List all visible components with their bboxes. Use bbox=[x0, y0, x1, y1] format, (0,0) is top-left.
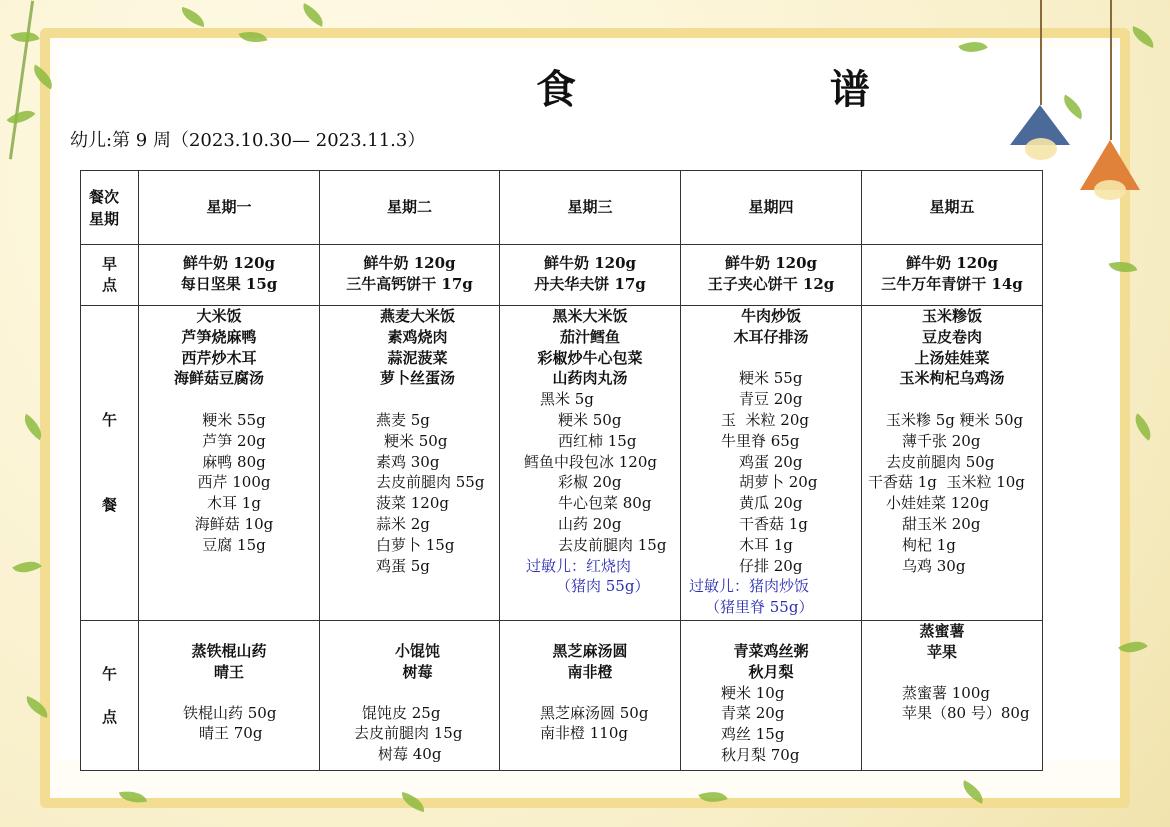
snack-cell-tue bbox=[320, 621, 500, 771]
dish-name: 海鲜菇豆腐汤 bbox=[173, 369, 264, 388]
breakfast-label bbox=[81, 245, 139, 306]
dish-name: 蒜泥菠菜 bbox=[387, 348, 448, 367]
ingredient: 黑芝麻汤圆 50g bbox=[540, 703, 649, 722]
dish-name: 苹果 bbox=[926, 642, 957, 661]
ingredient: 木耳 1g bbox=[207, 494, 261, 513]
ingredient: 薄千张 20g bbox=[902, 431, 981, 450]
ingredient: 鸡蛋 5g bbox=[376, 556, 430, 575]
ingredient: 白萝卜 15g bbox=[376, 535, 455, 554]
breakfast-item: 每日坚果 15g bbox=[180, 274, 278, 293]
ingredient: 芦笋 20g bbox=[202, 431, 266, 450]
row-label-top: 早 bbox=[101, 255, 117, 274]
dish-name: 玉米糁饭 bbox=[921, 307, 982, 325]
dish-name: 小馄饨 bbox=[394, 642, 440, 660]
breakfast-cell bbox=[139, 245, 320, 306]
ingredient: 牛心包菜 80g bbox=[558, 494, 652, 513]
ingredient: 山药 20g bbox=[558, 514, 622, 533]
menu-table bbox=[80, 170, 1043, 771]
ingredient: 青菜 20g bbox=[721, 704, 785, 723]
ingredient bbox=[149, 389, 319, 410]
ingredient: 青豆 20g bbox=[739, 390, 803, 409]
ingredient: 枸杞 1g bbox=[902, 535, 956, 554]
breakfast-cell bbox=[681, 245, 862, 306]
snack-cell-wed bbox=[500, 621, 681, 771]
ingredient: 木耳 1g bbox=[739, 535, 793, 554]
breakfast-item: 三牛高钙饼干 17g bbox=[346, 274, 473, 293]
ingredient: 海鲜菇 10g bbox=[194, 514, 274, 533]
lamp-light-icon bbox=[1025, 138, 1057, 160]
breakfast-item: 鲜牛奶 120g bbox=[182, 254, 276, 272]
breakfast-item: 鲜牛奶 120g bbox=[724, 254, 818, 272]
ingredient: 西芹 100g bbox=[197, 473, 271, 492]
ingredient: 粳米 55g bbox=[202, 410, 266, 429]
breakfast-item: 三牛万年青饼干 14g bbox=[881, 274, 1023, 293]
ingredient: 鸡丝 15g bbox=[721, 725, 785, 744]
breakfast-item: 丹夫华夫饼 17g bbox=[534, 274, 646, 293]
ingredient: 铁棍山药 50g bbox=[183, 703, 277, 722]
ingredient: 粳米 50g bbox=[558, 410, 622, 429]
dish-name: 秋月梨 bbox=[748, 662, 794, 681]
ingredient: 粳米 50g bbox=[384, 431, 448, 450]
corner-top-label: 餐次 bbox=[89, 187, 120, 206]
snack-label bbox=[81, 621, 139, 771]
dish-name: 树莓 bbox=[402, 662, 433, 681]
dish-name: 彩椒炒牛心包菜 bbox=[537, 348, 643, 367]
ingredient: 蒜米 2g bbox=[376, 514, 430, 533]
ingredient: 乌鸡 30g bbox=[902, 556, 966, 575]
row-label-bottom: 餐 bbox=[101, 496, 117, 514]
dish-name: 上汤娃娃菜 bbox=[914, 348, 990, 367]
ingredient: 干香菇 1g bbox=[739, 514, 808, 533]
dish-name: 萝卜丝蛋汤 bbox=[379, 369, 455, 388]
ingredient: 豆腐 15g bbox=[202, 535, 266, 554]
lamp-cord bbox=[1110, 0, 1112, 140]
row-label-bottom: 点 bbox=[101, 707, 117, 726]
ingredient: 彩椒 20g bbox=[558, 473, 622, 492]
ingredient: 晴王 70g bbox=[199, 724, 263, 743]
ingredient: 去皮前腿肉 50g bbox=[886, 452, 995, 471]
row-label-top: 午 bbox=[101, 664, 117, 683]
ingredient: 菠菜 120g bbox=[376, 494, 450, 513]
dish-name: 豆皮卷肉 bbox=[921, 327, 982, 346]
lunch-row bbox=[81, 306, 1043, 621]
ingredient: 玉 米粒 20g bbox=[721, 410, 809, 429]
ingredient: 鸡蛋 20g bbox=[739, 452, 803, 471]
allergy-note: （猪里脊 55g） bbox=[705, 598, 814, 617]
dish-name: 蒸铁棍山药 bbox=[191, 642, 267, 660]
dish-name: 芦笋烧麻鸭 bbox=[181, 327, 257, 346]
ingredient: 秋月梨 70g bbox=[721, 745, 800, 764]
snack-cell-mon bbox=[139, 621, 320, 771]
ingredient: 粳米 10g bbox=[721, 683, 785, 702]
snack-cell-thu bbox=[681, 621, 862, 771]
ingredient: 去皮前腿肉 15g bbox=[354, 724, 463, 743]
snack-row bbox=[81, 621, 1043, 771]
dish-name: 牛肉炒饭 bbox=[740, 307, 801, 325]
ingredient: 小娃娃菜 120g bbox=[886, 494, 990, 513]
dish-name: 黑芝麻汤圆 bbox=[552, 642, 628, 660]
dish-name: 青菜鸡丝粥 bbox=[733, 642, 809, 660]
dish-name: 玉米枸杞乌鸡汤 bbox=[899, 369, 1005, 388]
page-title: 食 谱 bbox=[536, 66, 990, 113]
ingredient: 馄饨皮 25g bbox=[362, 703, 441, 722]
lunch-cell-thu bbox=[681, 306, 862, 621]
lunch-label bbox=[81, 306, 139, 621]
dish-name: 素鸡烧肉 bbox=[387, 327, 448, 346]
breakfast-cell bbox=[500, 245, 681, 306]
ingredient: 甜玉米 20g bbox=[902, 514, 981, 533]
dish-name: 山药肉丸汤 bbox=[552, 369, 628, 388]
allergy-note: 过敏儿：红烧肉 bbox=[526, 556, 632, 575]
ingredient: 去皮前腿肉 55g bbox=[376, 473, 485, 492]
ingredient: 仔排 20g bbox=[739, 556, 803, 575]
corner-bottom-label: 星期 bbox=[89, 209, 120, 228]
lunch-cell-mon bbox=[139, 306, 320, 621]
ingredient: 麻鸭 80g bbox=[202, 452, 266, 471]
dish-name: 晴王 bbox=[213, 662, 244, 681]
ingredient: 牛里脊 65g bbox=[721, 431, 800, 450]
lunch-cell-wed bbox=[500, 306, 681, 621]
lamp-light-icon bbox=[1094, 180, 1126, 200]
ingredient: 干香菇 1g 玉米粒 10g bbox=[868, 473, 1025, 492]
row-label-top: 午 bbox=[101, 411, 117, 430]
dish-name: 蒸蜜薯 bbox=[919, 622, 965, 640]
allergy-note: 过敏儿：猪肉炒饭 bbox=[689, 577, 810, 596]
dish-name: 南非橙 bbox=[567, 662, 613, 681]
ingredient: 胡萝卜 20g bbox=[739, 473, 818, 492]
allergy-note: （猪肉 55g） bbox=[556, 577, 650, 596]
ingredient: 黄瓜 20g bbox=[739, 494, 803, 513]
dish-name bbox=[681, 348, 861, 369]
dish-name: 茄汁鳕鱼 bbox=[559, 327, 620, 346]
day-header: 星期四 bbox=[681, 171, 862, 245]
ingredient bbox=[376, 389, 499, 410]
breakfast-cell bbox=[862, 245, 1043, 306]
ingredient: 南非橙 110g bbox=[540, 724, 629, 743]
dish-name: 燕麦大米饭 bbox=[379, 307, 455, 325]
ingredient: 粳米 55g bbox=[739, 369, 803, 388]
day-header: 星期一 bbox=[139, 171, 320, 245]
breakfast-item: 鲜牛奶 120g bbox=[363, 254, 456, 272]
day-header: 星期五 bbox=[862, 171, 1043, 245]
lamp-cord bbox=[1040, 0, 1042, 105]
dish-name: 木耳仔排汤 bbox=[733, 327, 809, 346]
ingredient: 鳕鱼中段包冰 120g bbox=[524, 452, 658, 471]
header-row bbox=[81, 171, 1043, 245]
ingredient bbox=[862, 389, 1042, 410]
dish-name: 大米饭 bbox=[196, 307, 242, 325]
lunch-cell-fri bbox=[862, 306, 1043, 621]
ingredient: 玉米糁 5g 粳米 50g bbox=[886, 410, 1024, 429]
ingredient: 西红柿 15g bbox=[558, 431, 637, 450]
day-header: 星期三 bbox=[500, 171, 681, 245]
snack-cell-fri bbox=[862, 621, 1043, 771]
ingredient: 燕麦 5g bbox=[376, 410, 430, 429]
breakfast-item: 鲜牛奶 120g bbox=[543, 254, 637, 272]
ingredient: 蒸蜜薯 100g bbox=[902, 683, 991, 702]
ingredient: 黑米 5g bbox=[540, 390, 594, 409]
lunch-cell-tue bbox=[320, 306, 500, 621]
breakfast-row bbox=[81, 245, 1043, 306]
breakfast-item: 王子夹心饼干 12g bbox=[707, 274, 835, 293]
ingredient: 素鸡 30g bbox=[376, 452, 440, 471]
dish-name: 黑米大米饭 bbox=[552, 307, 628, 325]
ingredient: 树莓 40g bbox=[378, 745, 442, 764]
corner-cell bbox=[81, 171, 139, 245]
ingredient: 去皮前腿肉 15g bbox=[558, 535, 667, 554]
breakfast-cell bbox=[320, 245, 500, 306]
breakfast-item: 鲜牛奶 120g bbox=[905, 254, 999, 272]
week-subtitle: 幼儿:第 9 周（2023.10.30— 2023.11.3） bbox=[70, 130, 426, 151]
row-label-bottom: 点 bbox=[101, 276, 117, 294]
dish-name: 西芹炒木耳 bbox=[181, 348, 257, 367]
day-header: 星期二 bbox=[320, 171, 500, 245]
ingredient: 苹果（80 号）80g bbox=[902, 704, 1030, 723]
